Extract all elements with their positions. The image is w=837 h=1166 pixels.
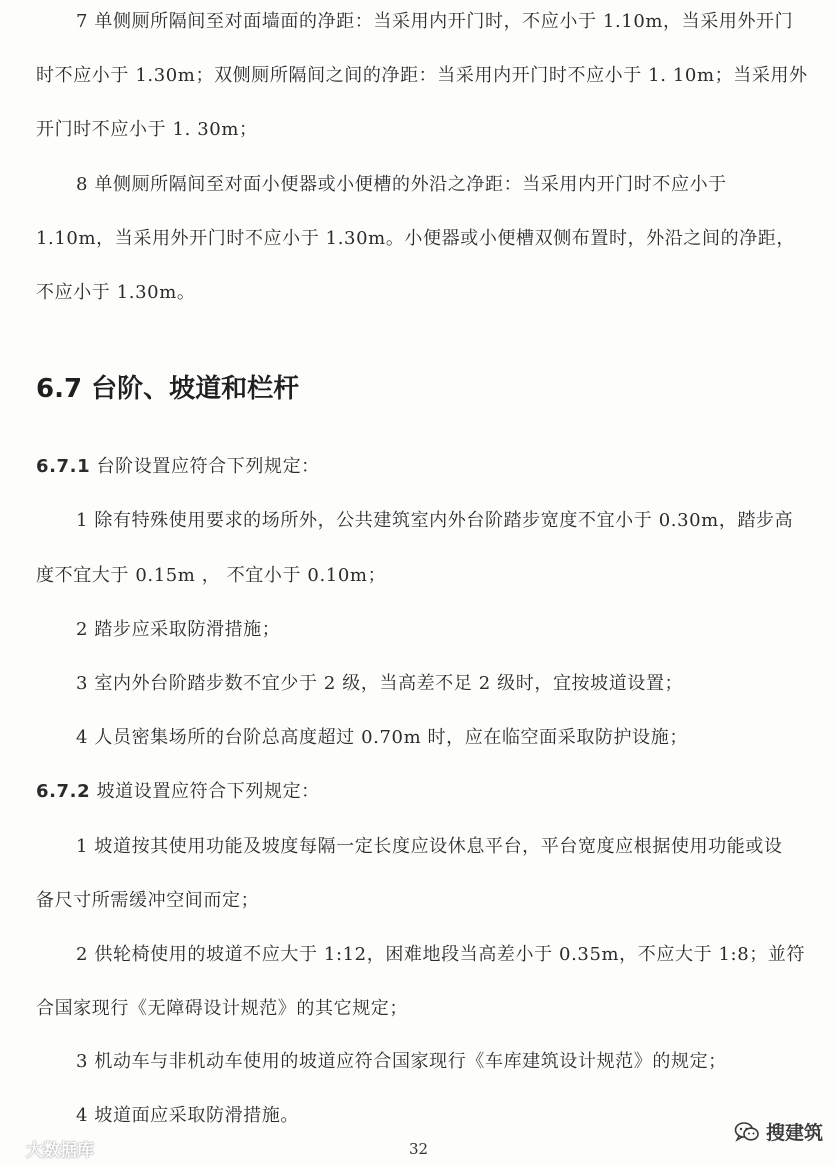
watermark-right-text: 搜建筑	[765, 1122, 823, 1144]
clause-heading-671	[36, 455, 816, 479]
clause-item-line: 备尺寸所需缓冲空间而定；	[36, 890, 260, 911]
wechat-icon	[734, 1121, 760, 1143]
clause-title: 台阶设置应符合下列规定：	[96, 456, 320, 477]
section-heading: 6.7 台阶、坡道和栏杆	[36, 374, 300, 404]
paragraph-line: 7 单侧厕所隔间至对面墙面的净距：当采用内开门时，不应小于 1.10m，当采用外开门	[76, 11, 794, 32]
clause-item-line: 1 除有特殊使用要求的场所外，公共建筑室内外台阶踏步宽度不宜小于 0.30m，踏步高	[76, 510, 794, 531]
clause-title: 坡道设置应符合下列规定：	[96, 781, 320, 802]
watermark-left-text: 大数据库	[26, 1141, 94, 1161]
paragraph-line: 1.10m，当采用外开门时不应小于 1.30m。小便器或小便槽双侧布置时，外沿之间的净距，	[36, 228, 796, 249]
clause-number: 6.7.2	[36, 781, 91, 802]
watermark-logo-icon	[6, 1143, 24, 1157]
paragraph-line: 开门时不应小于 1. 30m；	[36, 119, 258, 140]
clause-item-line: 2 踏步应采取防滑措施；	[76, 619, 281, 640]
clause-heading-672	[36, 780, 816, 804]
page-number: 32	[408, 1140, 429, 1158]
clause-item-line: 3 机动车与非机动车使用的坡道应符合国家现行《车库建筑设计规范》的规定；	[76, 1051, 727, 1072]
clause-item-line: 1 坡道按其使用功能及坡度每隔一定长度应设休息平台，平台宽度应根据使用功能或设	[76, 836, 783, 857]
paragraph-line: 时不应小于 1.30m；双侧厕所隔间之间的净距：当采用内开门时不应小于 1. 10m；当采用外	[36, 65, 808, 86]
clause-item-line: 度不宜大于 0.15m ， 不宜小于 0.10m；	[36, 565, 387, 586]
paragraph-line: 不应小于 1.30m。	[36, 282, 196, 303]
watermark-left	[6, 1136, 94, 1161]
clause-item-line: 合国家现行《无障碍设计规范》的其它规定；	[36, 998, 408, 1019]
clause-item-line: 3 室内外台阶踏步数不宜少于 2 级，当高差不足 2 级时，宜按坡道设置；	[76, 673, 684, 694]
clause-item-line: 4 人员密集场所的台阶总高度超过 0.70m 时，应在临空面采取防护设施；	[76, 727, 688, 748]
clause-number: 6.7.1	[36, 456, 91, 477]
clause-item-line: 2 供轮椅使用的坡道不应大于 1:12，困难地段当高差小于 0.35m，不应大于 1:8；並符	[76, 944, 806, 965]
paragraph-line: 8 单侧厕所隔间至对面小便器或小便槽的外沿之净距：当采用内开门时不应小于	[76, 174, 727, 195]
watermark-right	[734, 1118, 823, 1145]
clause-item-line: 4 坡道面应采取防滑措施。	[76, 1105, 299, 1126]
